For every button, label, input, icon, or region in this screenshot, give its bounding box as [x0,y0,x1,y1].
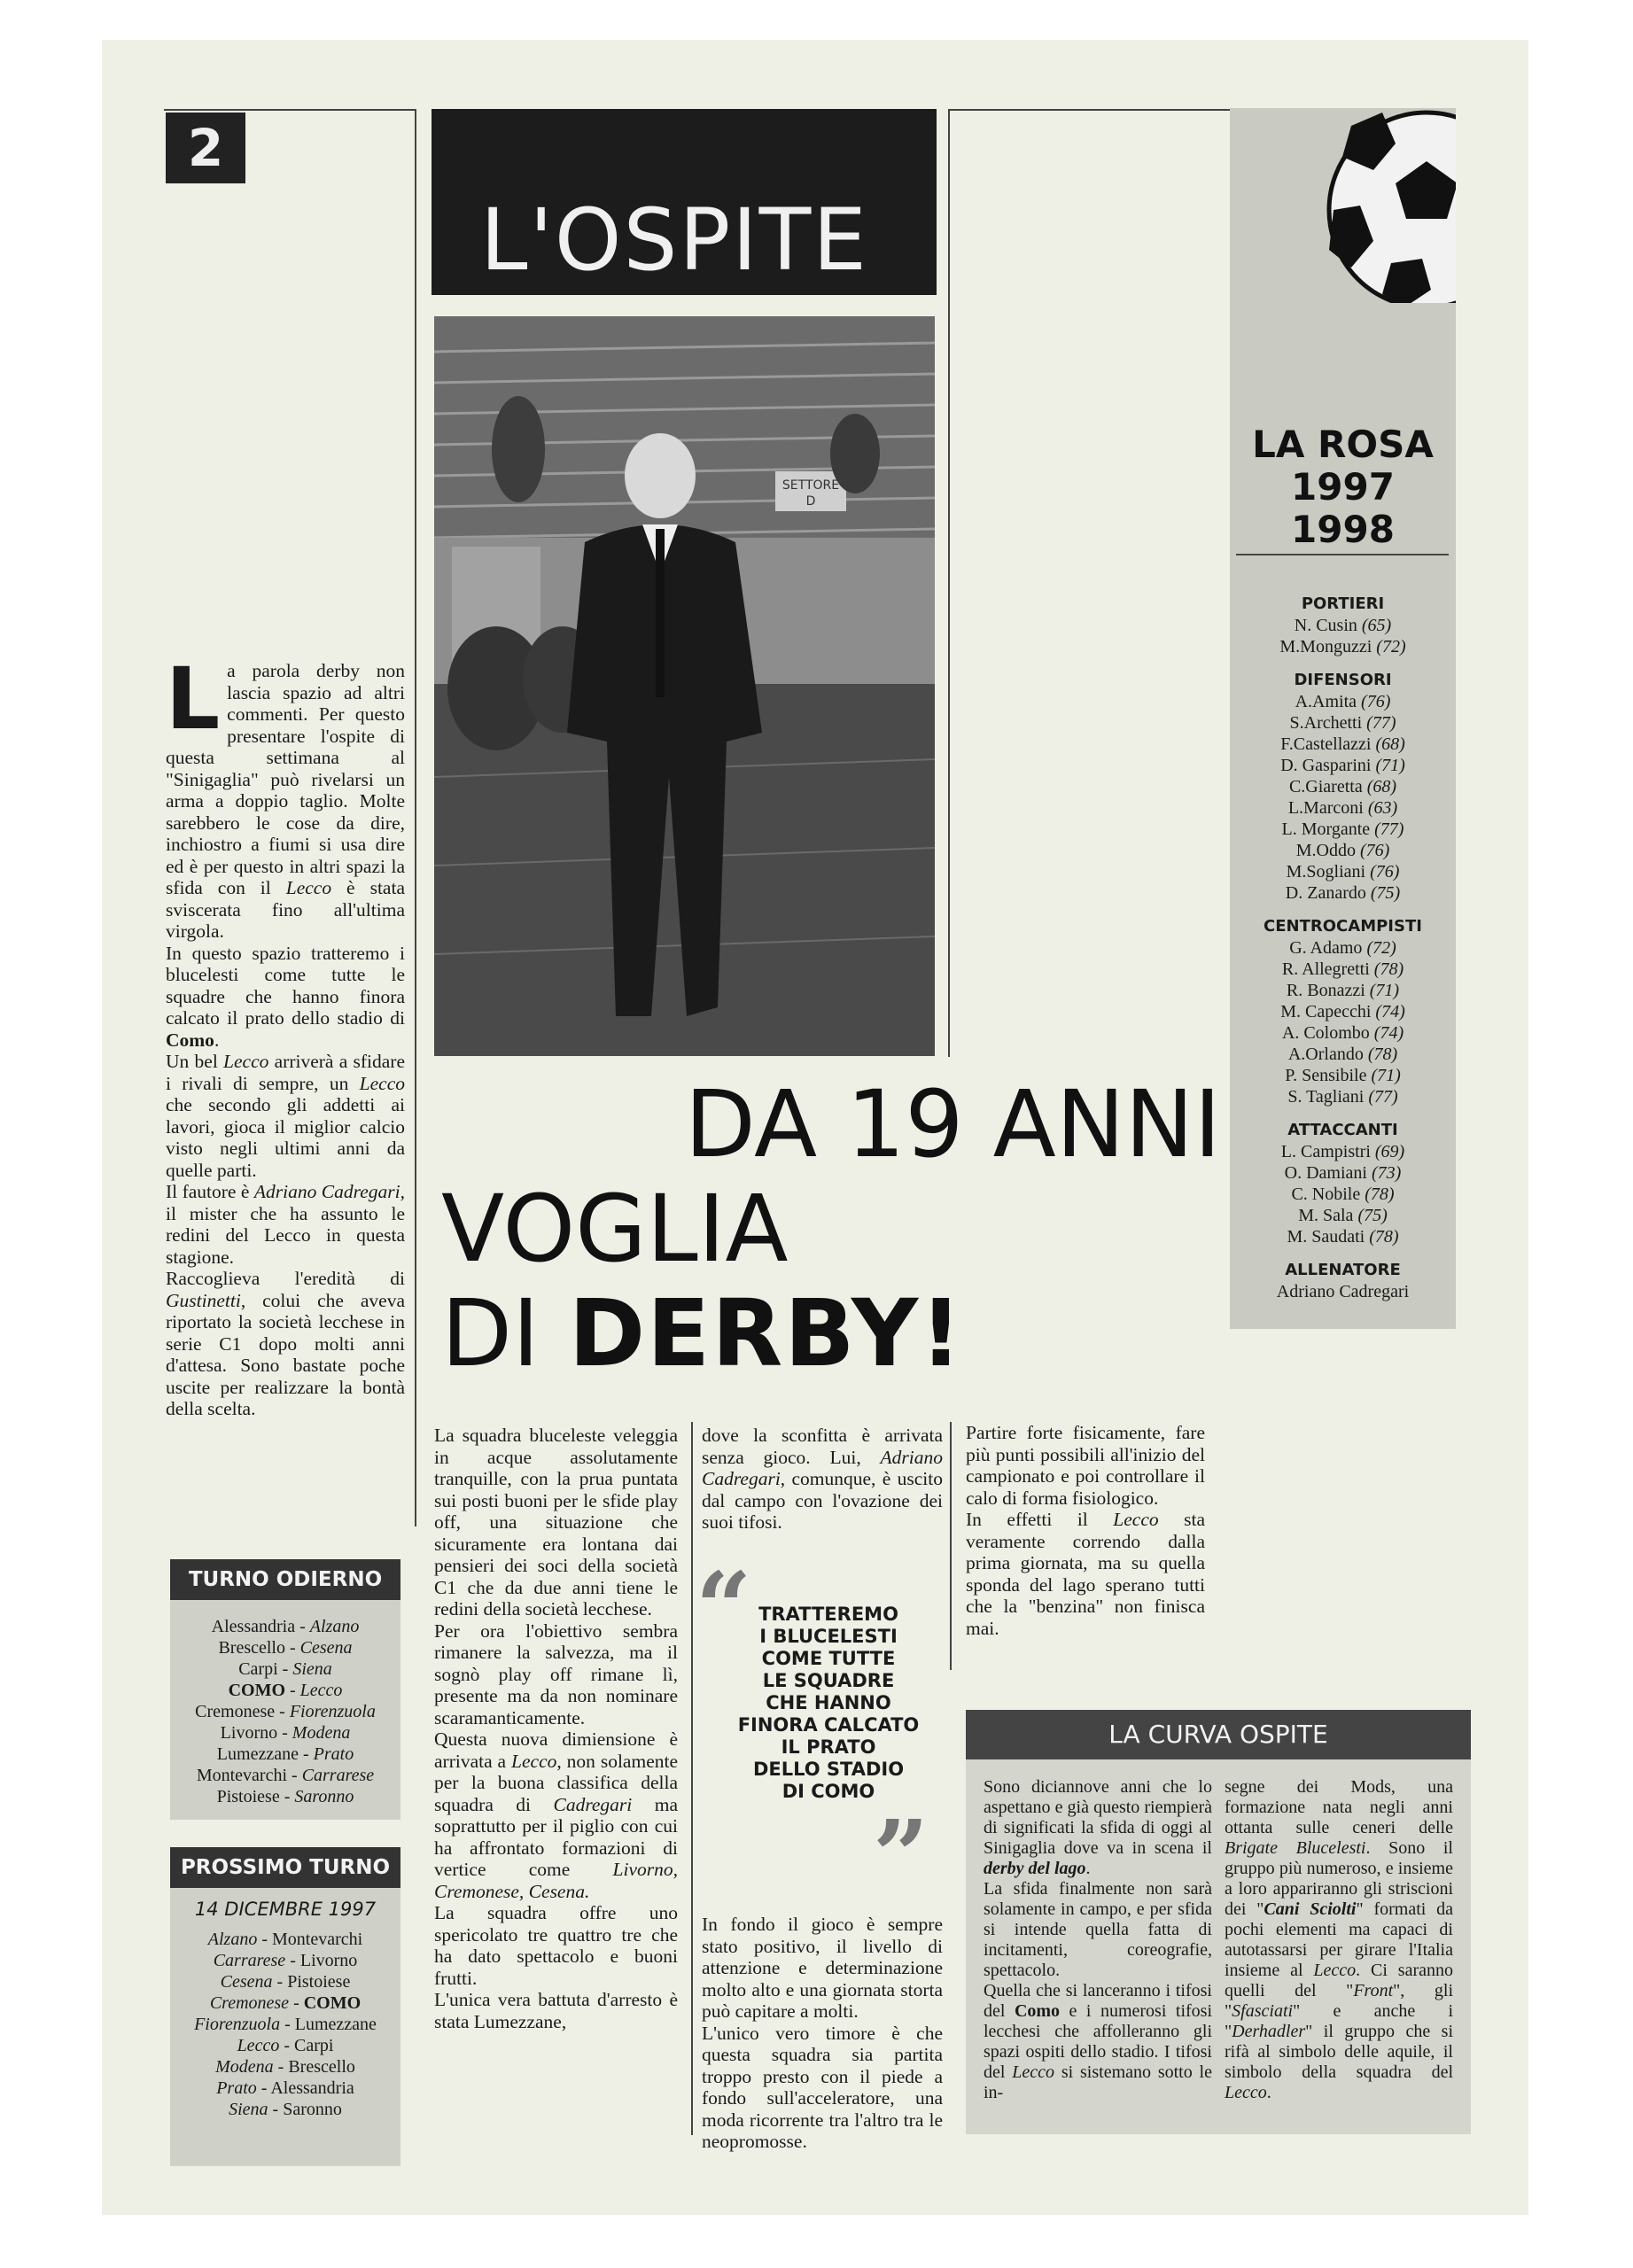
fixture: Cremonese - COMO [209,1993,362,2013]
curva-ospite-box [966,1759,1471,2134]
rosa-player: M. Saudati (78) [1287,1227,1399,1247]
prossimo-turno-matches [174,1929,397,2120]
fixture: Carpi - Siena [238,1659,332,1679]
fixture: Cremonese - Fiorenzuola [195,1702,376,1721]
fixture: COMO - Lecco [228,1681,343,1700]
paragraph: segne dei Mods, una formazione nata negli anni ottanta sulle ceneri delle Brigate Blucelesti. Sono il gruppo più numeroso, e insieme a loro appariranno gli striscioni dei "Cani Sciolti" formati da pochi elementi ma capaci di autotassarsi per girare l'Italia insieme al Lecco. Ci saranno quelli del "Front", gli "Sfasciati" e anche i "Derhadler" il gruppo che si rifà al simbolo delle aquile, il simbolo della squadra del Lecco. [1225,1777,1453,2102]
column-rule [948,109,950,1057]
fixture: Lumezzane - Prato [216,1744,354,1764]
curva-ospite-title: LA CURVA OSPITE [966,1710,1471,1759]
paragraph: L'unica vera battuta d'arresto è stata Lumezzane, [434,1989,678,2032]
rosa-player: M.Oddo (76) [1295,841,1390,860]
paragraph: Per ora l'obiettivo sembra rimanere la salvezza, ma il sognò play off rimane lì, presente ma da non nominare scaramanticamente. [434,1619,678,1728]
prossimo-turno-date: 14 DICEMBRE 1997 [194,1899,377,1920]
rosa-player: R. Allegretti (78) [1281,959,1404,979]
stadium-sign-sub: D [805,494,816,509]
headline-line: VOGLIA [441,1175,789,1283]
rosa-player: O. Damiani (73) [1284,1163,1402,1183]
rosa-player: S.Archetti (77) [1289,713,1396,733]
paragraph: In fondo il gioco è sempre stato positivo, il livello di attenzione e determinazione molto alto e una giornata storta può capitare a molti. [702,1914,943,2022]
intro-paragraph: Raccoglieva l'eredità di Gustinetti, colui che aveva riportato la società lecchese in serie C1 dopo molti anni d'attesa. Sono bastate poche uscite per realizzare la bontà della scelta. [166,1268,405,1419]
rosa-category: DIFENSORI [1294,671,1392,689]
fixture: Siena - Saronno [229,2100,342,2119]
rosa-category: ATTACCANTI [1287,1121,1398,1139]
paragraph: La squadra bluceleste veleggia in acque assolutamente tranquille, con la prua puntata sui posti buoni per le sfide play off, una situazione che sicuramente era lontana dai pensieri dei soci della società C1 che da due anni tiene le redini della società lecchese. [434,1425,678,1619]
rosa-title: LA ROSA 1997 1998 [1252,423,1434,551]
rosa-player: A.Orlando (78) [1287,1045,1398,1064]
paragraph: Quella che si lanceranno i tifosi del Como e i numerosi tifosi lecchesi che affolleranno gli spazi ospiti dello stadio. I tifosi del Lecco si sistemano sotto le in- [984,1981,1213,2102]
rosa-player: M.Sogliani (76) [1286,862,1400,882]
rosa-player: M. Sala (75) [1298,1206,1388,1225]
rosa-player: R. Bonazzi (71) [1286,981,1400,1000]
column-rule [691,1422,693,2135]
section-banner [432,109,937,295]
pull-quote [696,1604,961,1803]
rosa-player: S. Tagliani (77) [1287,1087,1398,1107]
rosa-player: C. Nobile (78) [1291,1184,1395,1204]
intro-paragraph: In questo spazio tratteremo i blucelesti come tutte le squadre che hanno finora calcato il prato dello stadio di Como. [166,942,405,1051]
intro-article [166,649,405,1420]
rosa-player: A.Amita (76) [1295,692,1391,711]
pull-quote-line: CHE HANNO [766,1692,891,1713]
rosa-rule [1236,554,1449,555]
headline-line: DA 19 ANNI [684,1070,1221,1178]
paragraph: dove la sconfitta è arrivata senza gioco. Lui, Adriano Cadregari, comunque, è uscito dal campo con l'ovazione dei suoi tifosi. [702,1425,943,1533]
article-column-2 [434,1425,678,2032]
article-column-3-bottom [702,1914,943,2153]
paragraph: Sono diciannove anni che lo aspettano e già questo riempierà di significati la sfida di oggi al Sinigaglia dove va in scena il derby del lago. [984,1777,1212,1878]
intro-paragraph: Il fautore è Adriano Cadregari, il mister che ha assunto le redini del Lecco in questa stagione. [166,1181,405,1268]
article-column-3 [702,1425,943,1534]
rosa-roster [1230,594,1456,1302]
headline [441,1072,1221,1386]
rosa-player: L. Morgante (77) [1281,819,1404,839]
turno-odierno-list [170,1600,400,1820]
rosa-player: L. Campistri (69) [1280,1142,1405,1161]
turno-odierno-box [170,1559,400,1820]
pull-quote-line: IL PRATO [781,1736,876,1758]
rule [164,109,415,111]
paragraph: Partire forte fisicamente, fare più punti possibili all'inizio del campionato e poi controllare il calo di forma fisiologico. [966,1422,1205,1509]
fixture: Lecco - Carpi [237,2036,334,2055]
pull-quote-line: DELLO STADIO [752,1759,905,1780]
rosa-player: N. Cusin (65) [1294,616,1392,635]
fixture: Modena - Brescello [215,2057,355,2077]
rosa-player: D. Gasparini (71) [1280,756,1405,775]
fixture: Montevarchi - Carrarese [196,1766,375,1785]
fixture: Livorno - Modena [220,1723,351,1743]
page-number: 2 [166,113,245,183]
dropcap: L [166,649,221,749]
paragraph: La squadra offre uno spericolato tre quattro tre che ha dato spettacolo e buoni frutti. [434,1902,678,1989]
pull-quote-line: COME TUTTE [761,1648,896,1669]
stadium-sign: SETTORE [782,478,840,493]
section-title: L'OSPITE [480,190,868,290]
stadium-photo-image [434,316,935,1056]
rosa-player: D. Zanardo (75) [1285,883,1401,903]
turno-odierno-title: TURNO ODIERNO [170,1559,400,1600]
rosa-player: P. Sensibile (71) [1285,1066,1401,1085]
rosa-player: M.Monguzzi (72) [1279,637,1406,656]
fixture: Brescello - Cesena [218,1638,353,1658]
fixture: Cesena - Pistoiese [220,1972,351,1992]
pull-quote-line: I BLUCELESTI [759,1626,898,1647]
fixture: Carrarese - Livorno [213,1951,358,1970]
headline-line: DI DERBY! [441,1279,964,1387]
paragraph: L'unico vero timore è che questa squadra sia partita troppo presto con il piede a fondo sull'acceleratore, una moda ricorrente tra l'altro tra le neopromosse. [702,2022,943,2152]
article-column-4 [966,1422,1205,1639]
football-icon [1316,108,1456,303]
rosa-player: C.Giaretta (68) [1288,777,1397,796]
fixture: Prato - Alessandria [216,2078,354,2098]
rosa-category: PORTIERI [1301,594,1385,613]
open-quote-mark: “ [696,1550,752,1665]
fixture: Alzano - Montevarchi [207,1930,363,1949]
rosa-player: A. Colombo (74) [1281,1023,1404,1043]
column-rule [415,109,416,1526]
rosa-player: Adriano Cadregari [1276,1282,1410,1301]
curva-column-2 [1225,1777,1453,2103]
pull-quote-line: FINORA CALCATO [737,1714,920,1736]
fixture: Fiorenzuola - Lumezzane [194,2015,377,2034]
pull-quote-line: LE SQUADRE [762,1670,895,1691]
rosa-player: G. Adamo (72) [1289,938,1396,958]
rosa-category: ALLENATORE [1285,1261,1401,1279]
prossimo-turno-list [170,1888,400,2166]
rosa-player: L.Marconi (63) [1287,798,1398,818]
fixture: Alessandria - Alzano [211,1617,360,1636]
coach-photo [434,316,935,1056]
prossimo-turno-title: PROSSIMO TURNO [170,1847,400,1888]
fixture: Pistoiese - Saronno [216,1787,354,1806]
pull-quote-line: TRATTEREMO [758,1604,898,1625]
prossimo-turno-box [170,1847,400,2166]
intro-paragraph: La parola derby non lascia spazio ad altri commenti. Per questo presentare l'ospite di questa settimana al "Sinigaglia" può rivelarsi un arma a doppio taglio. Molte sarebbero le cose da dire, inchiostro a fiumi si usa dire ed è per questo in altri spazi la sfida con il Lecco è stata sviscerata fino all'ultima virgola. [166,649,405,942]
close-quote-mark: ” [873,1798,929,1913]
paragraph: Questa nuova dimiensione è arrivata a Lecco, non solamente per la buona classifica della squadra di Cadregari ma soprattutto per il piglio con cui ha affrontato formazioni di vertice come Livorno, Cremonese, Cesena. [434,1728,679,1902]
intro-paragraph: Un bel Lecco arriverà a sfidare i rivali di sempre, un Lecco che secondo gli addetti ai lavori, gioca il miglior calcio visto negli ultimi anni da quelle parti. [166,1051,405,1181]
curva-column-1 [984,1777,1212,2103]
paragraph: La sfida finalmente non sarà solamente in campo, e per sfida si intende quella fatta di incitamenti, coreografie, spettacolo. [984,1879,1212,1980]
paragraph: In effetti il Lecco sta veramente correndo dalla prima giornata, ma su quella sponda del lago sperano tutti che la "benzina" non finisca mai. [966,1509,1206,1639]
rosa-category: CENTROCAMPISTI [1264,917,1422,936]
rosa-player: F.Castellazzi (68) [1280,734,1405,754]
rosa-player: M. Capecchi (74) [1280,1002,1405,1021]
pull-quote-line: DI COMO [782,1781,875,1802]
